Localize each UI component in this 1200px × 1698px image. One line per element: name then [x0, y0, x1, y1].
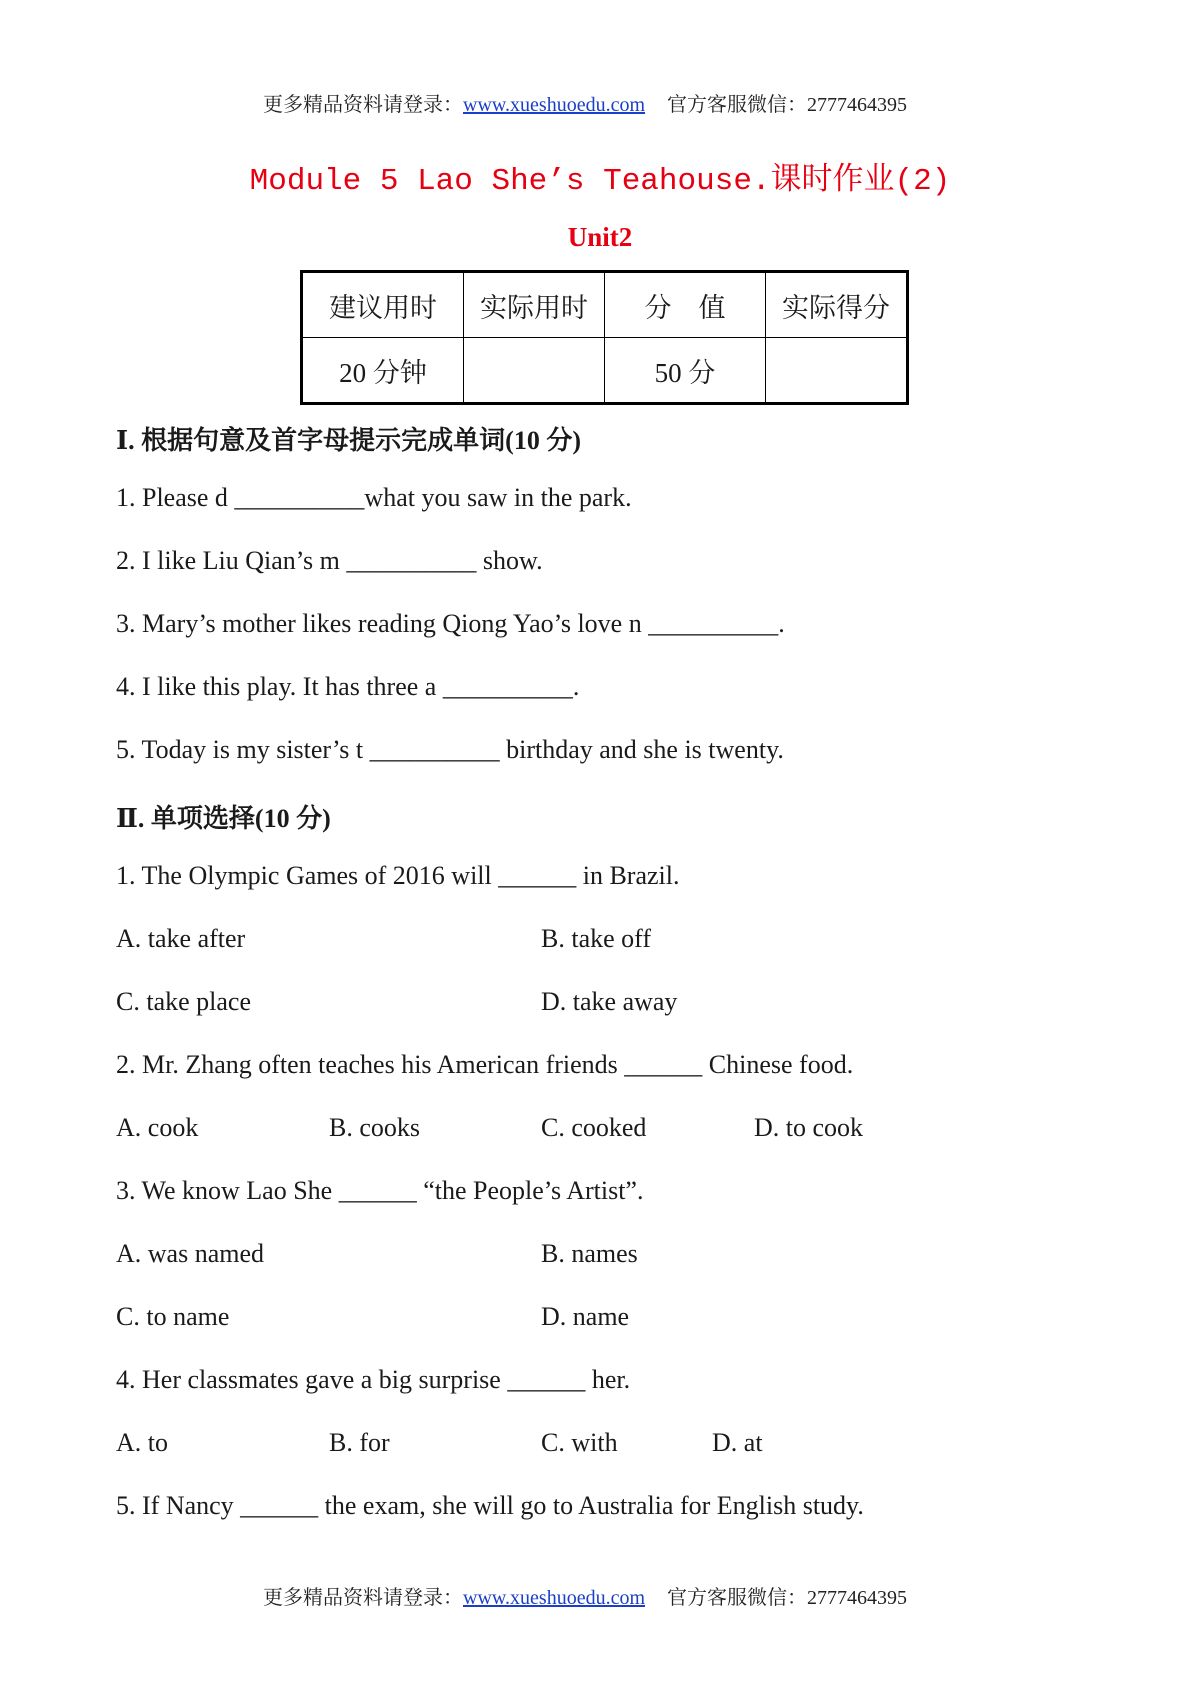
option-c: C. take place: [116, 987, 251, 1016]
section-1-question: 5. Today is my sister’s t __________ birthday and she is twenty.: [116, 735, 784, 764]
header-link[interactable]: www.xueshuoedu.com: [463, 94, 646, 116]
section-2-question: 5. If Nancy ______ the exam, she will go to Australia for English study.: [116, 1491, 864, 1520]
score-header-cell: 实际得分: [766, 272, 908, 338]
section-1-question: 1. Please d __________what you saw in the park.: [116, 483, 632, 512]
page-title: Module 5 Lao She’s Teahouse.课时作业(2): [249, 164, 951, 199]
score-value-cell: [464, 338, 605, 404]
page-subtitle: Unit2: [567, 222, 633, 252]
score-table-value-row: [302, 338, 908, 404]
option-b: B. names: [541, 1239, 638, 1268]
score-value-cell: 20 分钟: [302, 338, 464, 404]
option-d: D. at: [712, 1428, 763, 1457]
option-b: B. take off: [541, 924, 651, 953]
option-d: D. take away: [541, 987, 678, 1016]
option-a: A. was named: [116, 1239, 265, 1268]
option-c: C. with: [541, 1428, 618, 1457]
section-1-question: 2. I like Liu Qian’s m __________ show.: [116, 546, 543, 575]
score-value-cell: [766, 338, 908, 404]
footer-link[interactable]: www.xueshuoedu.com: [463, 1587, 646, 1609]
score-table-header-row: [302, 272, 908, 338]
option-c: C. to name: [116, 1302, 230, 1331]
option-b: B. cooks: [329, 1113, 420, 1142]
score-header-cell: 实际用时: [464, 272, 605, 338]
option-a: A. take after: [116, 924, 246, 953]
section-1-heading: Ⅰ. 根据句意及首字母提示完成单词(10 分): [116, 426, 581, 455]
section-1-question: 3. Mary’s mother likes reading Qiong Yao’s love n __________.: [116, 609, 785, 638]
footer-prefix: 更多精品资料请登录：: [263, 1587, 463, 1609]
option-a: A. to: [116, 1428, 168, 1457]
option-d: D. name: [541, 1302, 630, 1331]
header-contact: 官方客服微信：2777464395: [667, 94, 908, 116]
section-1-question: 4. I like this play. It has three a __________.: [116, 672, 580, 701]
score-value-cell: 50 分: [605, 338, 766, 404]
section-2-question: 4. Her classmates gave a big surprise ______ her.: [116, 1365, 631, 1394]
option-d: D. to cook: [754, 1113, 864, 1142]
option-c: C. cooked: [541, 1113, 647, 1142]
section-2-heading: Ⅱ. 单项选择(10 分): [116, 804, 331, 833]
option-b: B. for: [329, 1428, 390, 1457]
score-header-cell: 分 值: [605, 272, 766, 338]
page-footer: [263, 1581, 907, 1610]
option-a: A. cook: [116, 1113, 199, 1142]
footer-contact: 官方客服微信：2777464395: [667, 1587, 908, 1609]
score-header-cell: 建议用时: [302, 272, 464, 338]
page-header: [263, 88, 907, 117]
section-2-question: 1. The Olympic Games of 2016 will ______ in Brazil.: [116, 861, 680, 890]
score-table: [300, 270, 909, 405]
section-2-question: 3. We know Lao She ______ “the People’s Artist”.: [116, 1176, 644, 1205]
header-prefix: 更多精品资料请登录：: [263, 94, 463, 116]
section-2-question: 2. Mr. Zhang often teaches his American friends ______ Chinese food.: [116, 1050, 854, 1079]
